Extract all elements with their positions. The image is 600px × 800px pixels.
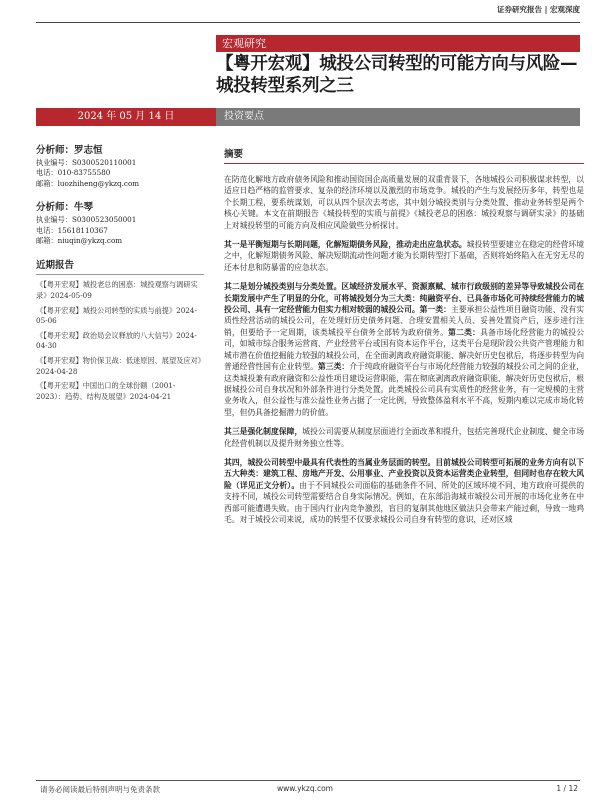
recent-report-item[interactable]: 《【粤开宏观】政治局会议释放的八大信号》2024-04-30 [36, 330, 197, 351]
key-points-bar: 投资要点 [216, 108, 580, 126]
header-report-type: 证券研究报告 | 宏观深度 [497, 5, 580, 14]
recent-report-item[interactable]: 《【粤开宏观】城投公司转型的实质与前提》2024-05-06 [36, 305, 197, 326]
footer-page-number: 1 / 12 [556, 784, 578, 793]
report-title: 【粤开宏观】城投公司转型的可能方向与风险—城投转型系列之三 [216, 54, 578, 96]
paragraph-lead: 其一是平衡短期与长期问题，化解短期债务风险，推动走出应急状态。 [224, 240, 467, 250]
paragraph-body: 介于纯政府融资平台与市场化经营能力较强的城投公司之间的企业，这类城投兼有政府融资和公益性项目建设运营职能，需在彻底剥离政府融资职能、解决好历史包袱后，根据城投公司自身状况和外部条件进行分类处置。此类城投公司具有实质性的经营业务，有一定规模的主营业务收入，但公益性与准公益性业务占据了一定比例，导致整体盈利水平不高，短期内难以完成市场化转型，但仍具备挖掘潜力的价值。 [224, 362, 585, 417]
recent-report-item[interactable]: 《【粤开宏观】物价保卫战：低迷原因、展望及应对》2024-04-28 [36, 355, 202, 376]
recent-reports-title: 近期报告 [36, 261, 204, 276]
paragraph-lead: 第二类： [448, 327, 481, 337]
analyst-license: 执业编号：S0300520110001 [36, 157, 137, 167]
recent-report-item[interactable]: 《【粤开宏观】城投老总的困惑：城投观察与调研实录》2024-05-09 [36, 280, 198, 300]
sidebar [36, 146, 204, 406]
abstract-paragraph [224, 281, 584, 418]
paragraph-lead: 其四，城投公司转型中最具有代表性的当属业务层面的转型。目前城投公司转型可拓展的业务方向有以下五大种类：建筑工程、房地产开发、公用事业、产业投资以及资本运营类企业转型，但同时也存在较大风险（详见正文分析）。 [224, 457, 584, 490]
analyst-card [36, 203, 204, 246]
footer-disclaimer[interactable]: 请务必阅读最后特别声明与免责条款 [40, 785, 160, 794]
category-bar: 宏观研究 [216, 35, 580, 52]
date-bar: 2024 年 05 月 14 日 [36, 108, 216, 126]
recent-report-item[interactable]: 《【粤开宏观】中国出口的全球份额（2001-2023）：趋势、结构及展望》2024-04-21 [36, 381, 176, 401]
abstract-paragraph [224, 457, 584, 525]
main-content [224, 146, 584, 533]
analyst-name: 分析师：罗志恒 [36, 145, 103, 156]
analyst-license: 执业编号：S0300523050001 [36, 214, 137, 224]
analyst-email[interactable]: 邮箱：niuqin@ykzq.com [36, 236, 123, 246]
paragraph-body: 主要承担公益性项目融资功能、没有实质性经营活动的城投公司，在处理好历史债务问题、合理安置相关人员、妥善处置资产后，逐步进行注销，但要给予一定周期，该类城投平台债务全部转为政府债务。 [224, 305, 585, 337]
paragraph-lead: 第三类： [317, 362, 350, 372]
paragraph-body: 具备市场化经营能力的城投公司，如城市综合服务运营商、产业经营平台或国有资本运作平台，这类平台是现阶段公共资产管理能力和城市潜在价值挖掘能力较强的城投公司，在全面剥离政府融资职能、解决好历史包袱后，将逐步转型为向普通经营性国有企业转型。 [224, 327, 585, 372]
header-rule [36, 22, 580, 23]
analyst-name: 分析师：牛琴 [36, 202, 94, 214]
analyst-phone: 电话：15618110367 [36, 225, 108, 235]
abstract-title: 摘要 [224, 146, 584, 164]
abstract-paragraph: 在防范化解地方政府债务风险和推动国资国企高质量发展的双重背景下，各地城投公司积极谋求转型，以适应日趋严格的监管要求、复杂的经济环境以及激烈的市场竞争。城投的产生与发展经历多年，转型也是个长期工程，要系统谋划，可以从四个层次去考虑，其中划分城投类别与分类处置、推动业务转型是两个核心关键。本文在前期报告《城投转型的实质与前提》《城投老总的困惑：城投观察与调研实录》的基础上对城投转型的可能方向及相应风险做些分析探讨。 [224, 175, 584, 230]
paragraph-lead: 其二是划分城投类别与分类处置。区域经济发展水平、资源禀赋、城市行政级别的差异等导致城投公司在长期发展中产生了明显的分化，可将城投划分为三大类：纯融资平台、已具备市场化可持续经营能力的城投公司、具有一定经营能力但实力相对较弱的城投公司。第一类： [224, 282, 584, 315]
paragraph-body: 由于不同城投公司面临的基础条件不同、所处的区域环境不同、地方政府可提供的支持不同，城投公司转型需要结合自身实际情况。例如，在东部沿海城市城投公司开展的市场化业务在中西部可能遭遇失败。由于国内行业内竞争激烈，盲目的复制其他地区做法只会带来产能过剩，导致一地鸡毛。对于城投公司来说，成功的转型不仅要求城投公司自身有转型的意识，还对区域 [224, 480, 584, 524]
abstract-paragraph [224, 239, 584, 273]
analyst-card [36, 146, 204, 189]
paragraph-body: 城投转型要建立在稳定的经营环境之中，化解短期债务风险、解决短期流动性问题才能为长期转型打下基础，否则将始终陷入在无穷无尽的还本付息和防暴雷的应急状态。 [224, 240, 585, 272]
footer-website[interactable]: www.ykzq.com [277, 784, 333, 793]
analyst-phone: 电话：010-83755580 [36, 168, 111, 178]
footer-rule [36, 780, 580, 781]
paragraph-body: 城投公司需要从制度层面进行全面改革和提升，包括完善现代企业制度、健全市场化经营机制以及提升财务独立性等。 [224, 427, 585, 448]
analyst-email[interactable]: 邮箱：luozhiheng@ykzq.com [36, 178, 140, 188]
abstract-paragraph [224, 426, 584, 449]
paragraph-lead: 其三是强化制度保障， [224, 427, 303, 437]
